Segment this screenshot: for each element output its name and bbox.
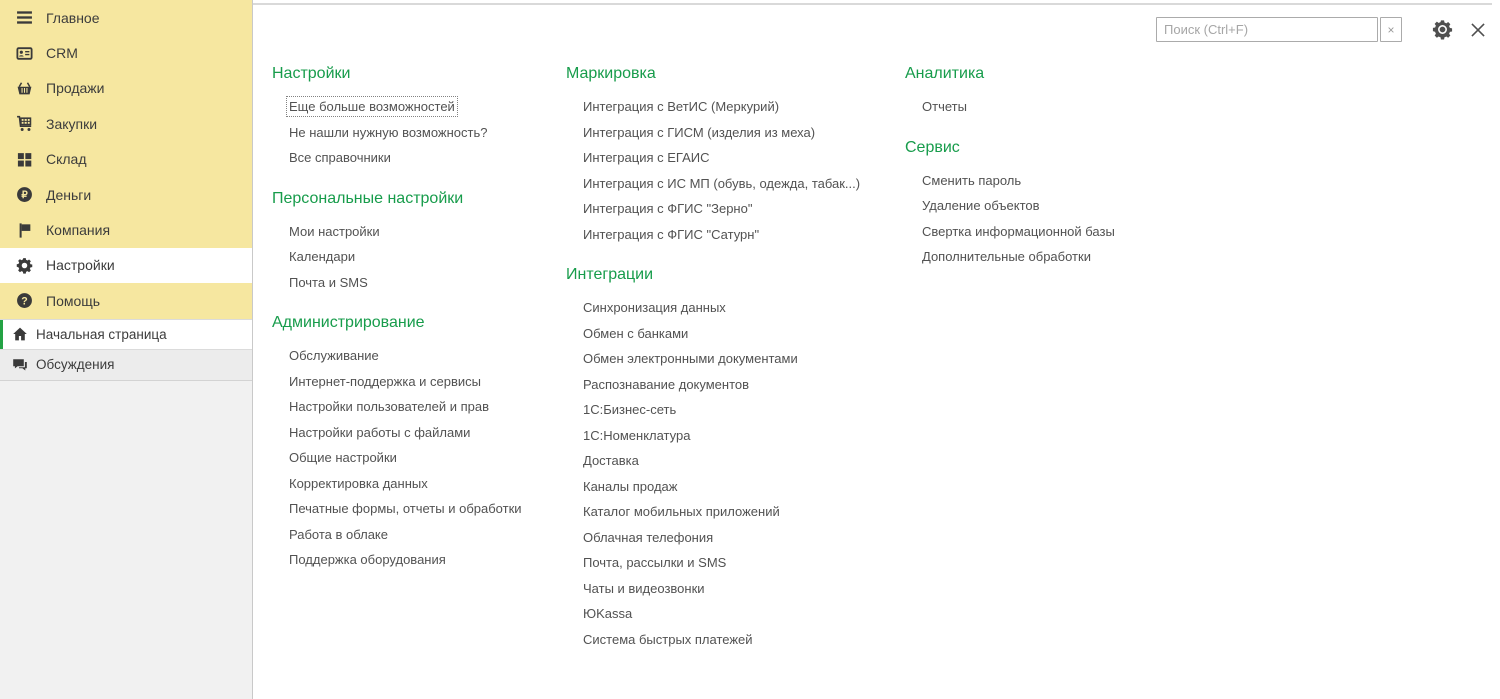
crm-icon [16, 45, 33, 62]
section-title: Маркировка [566, 65, 656, 82]
sidebar-item-settings[interactable] [0, 248, 252, 283]
content-link[interactable] [289, 471, 522, 497]
section-title: Администрирование [272, 314, 425, 331]
content-link[interactable] [583, 423, 860, 449]
content-link-label: Печатные формы, отчеты и обработки [289, 501, 522, 516]
content-link[interactable] [583, 525, 860, 551]
settings-gear-button[interactable] [1432, 19, 1453, 40]
section-items [272, 343, 522, 573]
content-link[interactable] [922, 193, 1115, 219]
content-link[interactable] [583, 576, 860, 602]
menu-column [905, 64, 1115, 270]
sidebar-item-help[interactable] [0, 283, 252, 318]
sidebar-item-label: Деньги [46, 186, 92, 203]
content-link[interactable] [289, 445, 522, 471]
menu-icon [16, 9, 33, 26]
content-link-label: Интернет-поддержка и сервисы [289, 373, 482, 389]
section-title: Настройки [272, 65, 351, 82]
content-link-label: Настройки работы с файлами [289, 424, 471, 440]
content-link[interactable] [289, 244, 522, 270]
section-items [905, 168, 1115, 270]
menu-column [272, 64, 522, 573]
content-link-label: Работа в облаке [289, 526, 388, 542]
section-title: Аналитика [905, 65, 985, 82]
gear-icon [1432, 19, 1453, 40]
content-link-label: Интеграция с ФГИС "Зерно" [583, 201, 753, 216]
sidebar-item-label: CRM [46, 45, 78, 62]
sidebar-item-purchases[interactable] [0, 106, 252, 141]
menu-section [272, 313, 522, 573]
menu-section [272, 189, 522, 296]
content-link[interactable] [583, 627, 860, 653]
content-link-label: Настройки пользователей и прав [289, 399, 490, 414]
content-link[interactable] [922, 244, 1115, 270]
content-link-label: Интеграция с ВетИС (Меркурий) [583, 99, 780, 114]
sidebar-item-label: Обсуждения [36, 357, 115, 373]
content-link-label: Обмен электронными документами [583, 351, 798, 366]
content-link[interactable] [583, 321, 860, 347]
section-title: Персональные настройки [272, 189, 464, 207]
section-items [566, 94, 860, 247]
content-link-label: Распознавание документов [583, 376, 750, 392]
content-link-label: Каналы продаж [583, 478, 678, 494]
company-icon [16, 222, 33, 239]
section-title: Интеграции [566, 266, 654, 283]
search-group [1156, 17, 1402, 42]
content-link[interactable] [583, 499, 860, 525]
money-icon [16, 186, 33, 203]
menu-section [566, 265, 860, 652]
content-link[interactable] [583, 120, 860, 146]
settings-icon [16, 257, 33, 274]
content-top-divider [253, 3, 1492, 5]
section-items [272, 219, 522, 296]
content-link-label: Свертка информационной базы [922, 223, 1115, 239]
sidebar-item-label: Настройки [46, 257, 115, 274]
discussions-icon [12, 357, 28, 373]
content-link-label: 1С:Номенклатура [583, 427, 691, 443]
content-link[interactable] [289, 547, 522, 573]
content-link-label: Мои настройки [289, 223, 380, 239]
content-link-label: Почта, рассылки и SMS [583, 555, 727, 570]
content-link-label: Интеграция с ИС МП (обувь, одежда, табак...) [583, 175, 861, 191]
content-link-label: Все справочники [289, 150, 391, 165]
search-input[interactable] [1156, 17, 1378, 42]
content-link[interactable] [583, 601, 860, 627]
sidebar-item-label: Главное [46, 9, 100, 26]
sidebar-item-label: Компания [46, 222, 111, 239]
sidebar-main-sections [0, 0, 252, 319]
sidebar-item-label: Закупки [46, 115, 98, 132]
content-link-label: Сменить пароль [922, 172, 1022, 188]
content-link-label: Удаление объектов [922, 198, 1040, 213]
menu-column [566, 64, 860, 652]
menu-section [905, 138, 1115, 270]
sidebar-item-main[interactable] [0, 0, 252, 35]
content-link[interactable] [583, 448, 860, 474]
content-link-label: 1С:Бизнес-сеть [583, 402, 677, 417]
section-items [272, 94, 522, 171]
content-link-label: Синхронизация данных [583, 300, 726, 315]
section-items [566, 295, 860, 652]
content-link[interactable] [583, 196, 860, 222]
content-link[interactable] [583, 171, 860, 197]
content-link[interactable] [289, 145, 522, 171]
section-title: Сервис [905, 138, 960, 156]
content-link-label: Каталог мобильных приложений [583, 504, 780, 519]
content-link[interactable] [922, 219, 1115, 245]
content-link-label: Интеграция с ФГИС "Сатурн" [583, 226, 760, 242]
content-link[interactable] [289, 270, 522, 296]
topbar [1156, 17, 1487, 42]
content-link-label: Облачная телефония [583, 529, 714, 545]
warehouse-icon [16, 151, 33, 168]
content-link-label: Отчеты [922, 99, 967, 114]
close-icon [1469, 21, 1487, 39]
sidebar-filler [0, 381, 252, 699]
content-link[interactable] [583, 372, 860, 398]
content-link-label: Не нашли нужную возможность? [289, 124, 488, 140]
sidebar-item-crm[interactable] [0, 35, 252, 70]
content-link-label: Почта и SMS [289, 274, 368, 290]
help-icon [16, 292, 33, 309]
content-link[interactable] [922, 94, 1115, 120]
content-link-label: Календари [289, 249, 356, 264]
menu-section [272, 64, 522, 171]
content-link[interactable] [583, 295, 860, 321]
sidebar-item-label: Начальная страница [36, 326, 167, 342]
menu-section [905, 64, 1115, 120]
content-link[interactable] [289, 120, 522, 146]
svg-text:₽: ₽ [21, 190, 28, 202]
menu-section [566, 64, 860, 247]
content-link-label: Система быстрых платежей [583, 631, 753, 647]
content-link[interactable] [289, 369, 522, 395]
content-link[interactable] [583, 222, 860, 248]
sidebar-bottom-sections [0, 319, 252, 699]
sidebar-item-discussions[interactable] [0, 350, 252, 381]
svg-text:?: ? [21, 295, 28, 308]
content-link[interactable] [289, 394, 522, 420]
sidebar-item-label: Склад [46, 151, 87, 168]
content-link[interactable] [289, 522, 522, 548]
home-icon [12, 326, 28, 342]
content-link-label: Поддержка оборудования [289, 552, 446, 567]
sidebar-item-warehouse[interactable] [0, 142, 252, 177]
search-clear-button[interactable]: × [1380, 17, 1402, 42]
content-link-label: ЮKassa [583, 606, 633, 621]
main-content [253, 0, 1500, 699]
content-link[interactable] [289, 420, 522, 446]
purchases-icon [16, 115, 33, 132]
sales-icon [16, 80, 33, 97]
section-items [905, 94, 1115, 120]
content-link[interactable] [922, 168, 1115, 194]
content-link[interactable] [289, 496, 522, 522]
content-link-label: Интеграция с ГИСМ (изделия из меха) [583, 124, 816, 140]
content-link-label: Общие настройки [289, 450, 397, 465]
content-link-label: Обмен с банками [583, 325, 689, 341]
content-link-label: Еще больше возможностей [289, 99, 455, 114]
content-link[interactable] [583, 474, 860, 500]
content-link[interactable] [583, 145, 860, 171]
content-link[interactable] [289, 94, 522, 120]
content-link[interactable] [583, 550, 860, 576]
sidebar [0, 0, 253, 699]
sidebar-item-label: Продажи [46, 80, 105, 97]
content-link-label: Доставка [583, 453, 639, 468]
content-link-label: Обслуживание [289, 348, 379, 363]
sidebar-item-money[interactable] [0, 177, 252, 212]
content-link-label: Корректировка данных [289, 475, 428, 491]
content-link[interactable] [583, 397, 860, 423]
content-link[interactable] [289, 219, 522, 245]
content-link-label: Чаты и видеозвонки [583, 580, 705, 596]
content-link[interactable] [289, 343, 522, 369]
content-link[interactable] [583, 346, 860, 372]
sidebar-item-company[interactable] [0, 212, 252, 247]
sidebar-item-label: Помощь [46, 292, 101, 309]
content-link-label: Дополнительные обработки [922, 249, 1091, 264]
close-button[interactable] [1469, 21, 1487, 39]
sidebar-item-sales[interactable] [0, 71, 252, 106]
content-link-label: Интеграция с ЕГАИС [583, 150, 710, 165]
content-link[interactable] [583, 94, 860, 120]
sidebar-item-home-page[interactable] [0, 319, 252, 350]
